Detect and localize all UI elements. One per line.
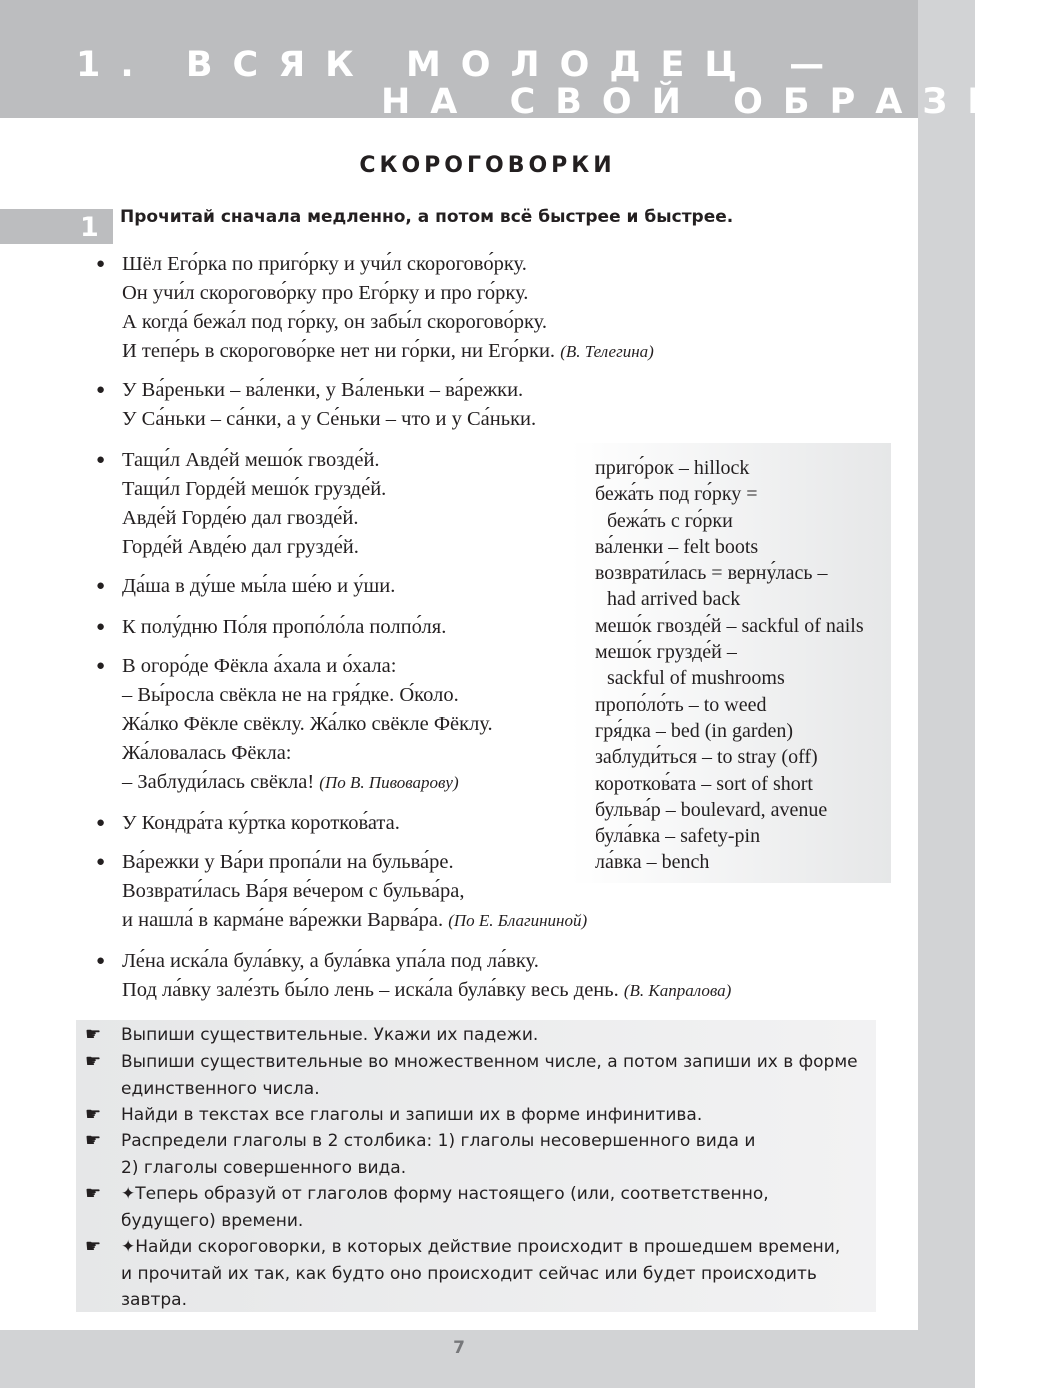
glossary-item: коротков́ата – sort of short — [595, 772, 813, 795]
tongue-twister: ● В огоро́де Фёкла а́хала и о́хала: – Вы́росла свёкла не на гря́дке. О́коло. Жа́лко Фёкле свёклу. Жа́лко свёкле Фёклу. Жа́ловалась Фёкла: – Заблуди́лась свёкла! (По В. Пивоварову) — [122, 652, 493, 797]
glossary-item: sackful of mushrooms — [607, 667, 785, 690]
tongue-twister: ● Ва́режки у Ва́ри пропа́ли на бульва́ре. Возврати́лась Ва́ря ве́чером с бульва́ра, и нашла́ в карма́не ва́режки Варва́ра. (По Е. Благининой) — [122, 848, 587, 935]
glossary-item: мешо́к гвозде́й – sackful of nails — [595, 614, 864, 637]
pointing-hand-icon: ☛ — [85, 1183, 102, 1204]
bullet-icon: ● — [96, 854, 106, 870]
bullet-icon: ● — [96, 256, 106, 272]
task-item: ☛ Найди в текстах все глаголы и запиши их в форме инфинитива. — [121, 1102, 702, 1129]
tongue-twister: ● Ле́на иска́ла була́вку, а була́вка упа́ла под ла́вку. Под ла́вку зале́зть бы́ло лень – иска́ла була́вку весь день. (В. Капралова) — [122, 947, 731, 1005]
bullet-icon: ● — [96, 658, 106, 674]
task-item: ☛ Распредели глаголы в 2 столбика: 1) глаголы несовершенного вида и 2) глаголы совершенного вида. — [85, 1130, 756, 1178]
glossary-item: ла́вка – bench — [595, 851, 710, 874]
pointing-hand-icon: ☛ — [85, 1051, 102, 1072]
bullet-icon: ● — [96, 452, 106, 468]
pointing-hand-icon: ☛ — [85, 1024, 102, 1045]
pointing-hand-icon: ☛ — [85, 1104, 102, 1125]
task-item: ☛ ✦Теперь образуй от глаголов форму настоящего (или, соответственно, будущего) времени. — [85, 1183, 769, 1231]
section-title: СКОРОГОВОРКИ — [359, 153, 616, 178]
task-item: ☛ Выпиши существительные во множественном числе, а потом запиши их в форме единственного числа. — [85, 1051, 858, 1099]
tongue-twister: ● Шёл Его́рка по приго́рку и учи́л скорогово́рку. Он учи́л скорогово́рку про Его́рку и про го́рку. А когда́ бежа́л под го́рку, он забы́л скорогово́рку. И тепе́рь в скорогово́рке нет ни го́рки, ни Его́рки. (В. Телегина) — [122, 250, 654, 366]
glossary-item: бежа́ть под го́рку = — [595, 483, 758, 506]
side-strip — [918, 0, 975, 1388]
glossary-item: заблуди́ться – to stray (off) — [595, 746, 818, 769]
chapter-title-line-1: 1. ВСЯК МОЛОДЕЦ — — [76, 45, 845, 85]
glossary-item: бежа́ть с го́рки — [607, 509, 733, 532]
pointing-hand-icon: ☛ — [85, 1236, 102, 1257]
glossary-item: була́вка – safety-pin — [595, 825, 761, 848]
glossary-box — [571, 443, 891, 883]
task-item: ☛ ✦Найди скороговорки, в которых действие происходит в прошедшем времени, и прочитай их так, как будто оно происходит сейчас или будет происходить завтра. — [85, 1236, 841, 1310]
page-number: 7 — [453, 1338, 465, 1358]
exercise-instruction: Прочитай сначала медленно, а потом всё быстрее и быстрее. — [120, 207, 734, 227]
tasks-box — [76, 1020, 876, 1312]
tongue-twister: ● Тащи́л Авде́й мешо́к гвозде́й. Тащи́л Горде́й мешо́к грузде́й. Авде́й Горде́ю дал гвозде́й. Горде́й Авде́ю дал грузде́й. — [122, 446, 386, 562]
author: (По Е. Благининой) — [448, 911, 588, 930]
author: (В. Капралова) — [623, 981, 732, 1000]
author: (В. Телегина) — [560, 342, 654, 361]
task-item: ☛ Выпиши существительные. Укажи их падежи. — [121, 1022, 538, 1049]
bullet-icon: ● — [96, 382, 106, 398]
glossary-item: возврати́лась = верну́лась – — [595, 562, 828, 585]
bullet-icon: ● — [96, 619, 106, 635]
tongue-twister: ● Да́ша в ду́ше мы́ла ше́ю и у́ши. — [122, 572, 395, 601]
glossary-item: мешо́к грузде́й – — [595, 641, 737, 664]
tongue-twister: ● К полу́дню По́ля пропо́ло́ла полпо́ля. — [122, 613, 446, 642]
exercise-number: 1 — [80, 212, 99, 243]
bullet-icon: ● — [96, 953, 106, 969]
glossary-item: приго́рок – hillock — [595, 457, 750, 479]
tongue-twister: ● У Ва́реньки – ва́ленки, у Ва́леньки – ва́режки. У Са́ньки – са́нки, а у Се́ньки – что и у Са́ньки. — [122, 376, 536, 434]
chapter-title-line-2: НА СВОЙ ОБРАЗЕЦ — [381, 82, 1064, 122]
glossary-item: гря́дка – bed (in garden) — [595, 719, 794, 742]
glossary-item: had arrived back — [607, 588, 741, 611]
glossary-item: бульва́р – boulevard, avenue — [595, 798, 828, 821]
tongue-twister: ● У Кондра́та ку́ртка коротков́ата. — [122, 809, 400, 838]
bullet-icon: ● — [96, 578, 106, 594]
glossary-item: пропо́ло́ть – to weed — [595, 693, 767, 716]
pointing-hand-icon: ☛ — [85, 1130, 102, 1151]
bullet-icon: ● — [96, 815, 106, 831]
author: (По В. Пивоварову) — [319, 773, 459, 792]
glossary-item: ва́ленки – felt boots — [595, 535, 759, 558]
